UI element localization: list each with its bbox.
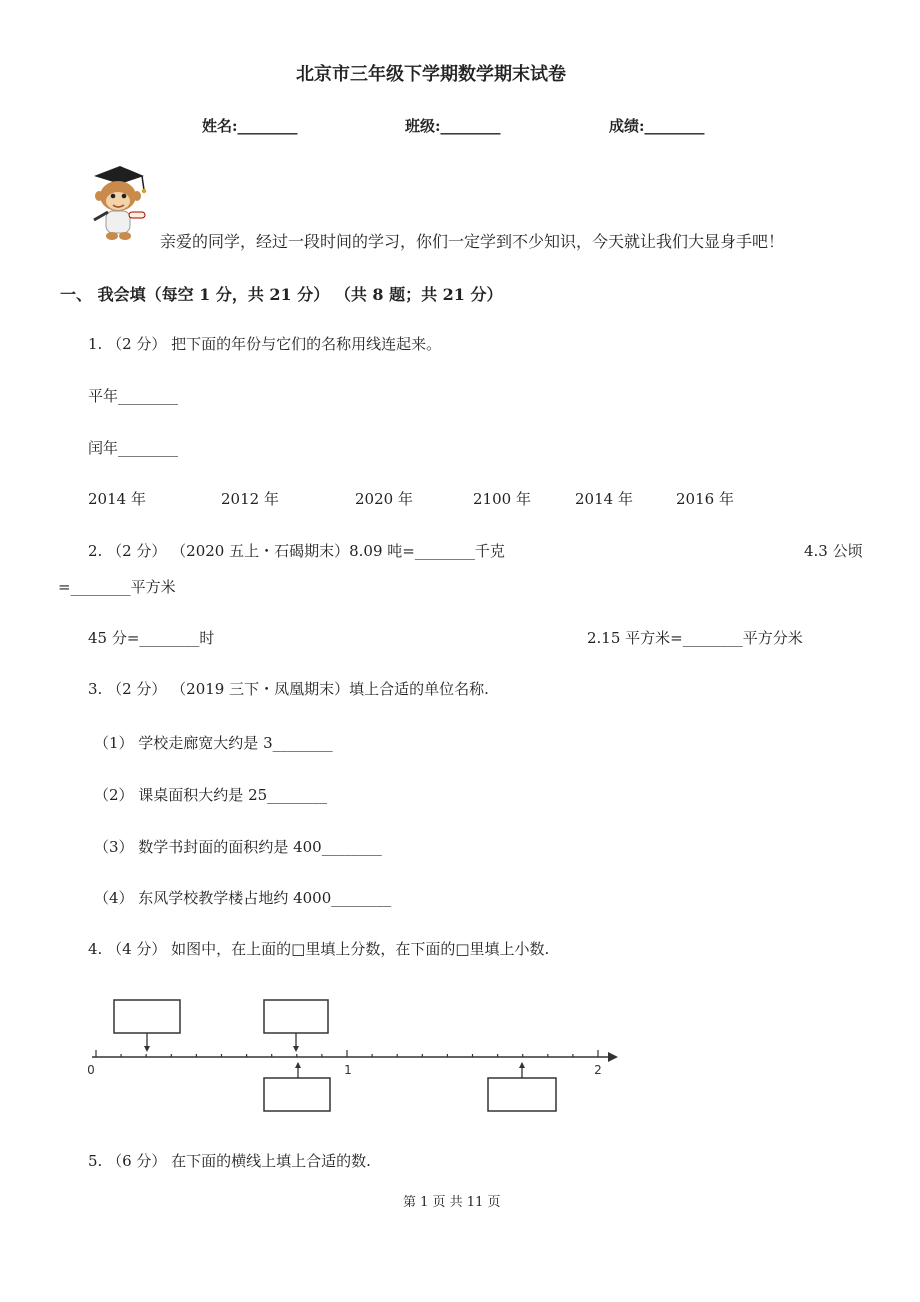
q3-item[interactable]: （3） 数学书封面的面积约是 400________ [94,838,382,856]
q3-item[interactable]: （4） 东风学校教学楼占地约 4000________ [94,889,392,907]
decimal-answer-box[interactable] [264,1078,330,1111]
axis-arrowhead [608,1052,618,1062]
fraction-answer-box[interactable] [114,1000,180,1033]
year-option: 2016 年 [676,490,734,508]
question-2-part-c[interactable]: 45 分=________时 [88,629,215,647]
question-2-part-a[interactable]: 2. （2 分） （2020 五上・石碣期末）8.09 吨=________千克 [88,542,505,560]
number-line-figure [80,990,625,1140]
question-2-part-b-continued[interactable]: =________平方米 [58,578,176,596]
q1-answer-line-1[interactable]: 平年________ [88,387,179,405]
page-title: 北京市三年级下学期数学期末试卷 [296,64,566,85]
question-4-text: 4. （4 分） 如图中，在上面的□里填上分数，在下面的□里填上小数. [88,940,550,958]
question-3-text: 3. （2 分） （2019 三下・凤凰期末）填上合适的单位名称. [88,680,489,698]
intro-text: 亲爱的同学，经过一段时间的学习，你们一定学到不少知识，今天就让我们大显身手吧！ [160,232,785,251]
q3-item[interactable]: （1） 学校走廊宽大约是 3________ [94,734,333,752]
fraction-answer-box[interactable] [264,1000,328,1033]
tick-marks [96,1050,598,1057]
year-option: 2020 年 [355,490,413,508]
q1-answer-line-2[interactable]: 闰年________ [88,439,179,457]
axis-label: 2 [594,1063,602,1077]
score-field[interactable]: 成绩:________ [609,117,705,135]
name-field[interactable]: 姓名:________ [202,117,298,135]
page-footer: 第 1 页 共 11 页 [403,1195,501,1210]
question-2-part-b[interactable]: 4.3 公顷 [804,542,863,560]
section-heading: 一、 我会填（每空 1 分，共 21 分） （共 8 题；共 21 分） [60,285,503,304]
axis-label: 0 [87,1063,95,1077]
class-field[interactable]: 班级:________ [405,117,501,135]
year-option: 2100 年 [473,490,531,508]
axis-label: 1 [344,1063,352,1077]
decimal-answer-box[interactable] [488,1078,556,1111]
mascot-graduate-icon [84,162,150,246]
q3-item[interactable]: （2） 课桌面积大约是 25________ [94,786,328,804]
question-5-text: 5. （6 分） 在下面的横线上填上合适的数. [88,1152,371,1170]
year-option: 2012 年 [221,490,279,508]
question-2-part-d[interactable]: 2.15 平方米=________平方分米 [587,629,803,647]
year-option: 2014 年 [88,490,146,508]
question-1-text: 1. （2 分） 把下面的年份与它们的名称用线连起来。 [88,335,442,353]
year-option: 2014 年 [575,490,633,508]
